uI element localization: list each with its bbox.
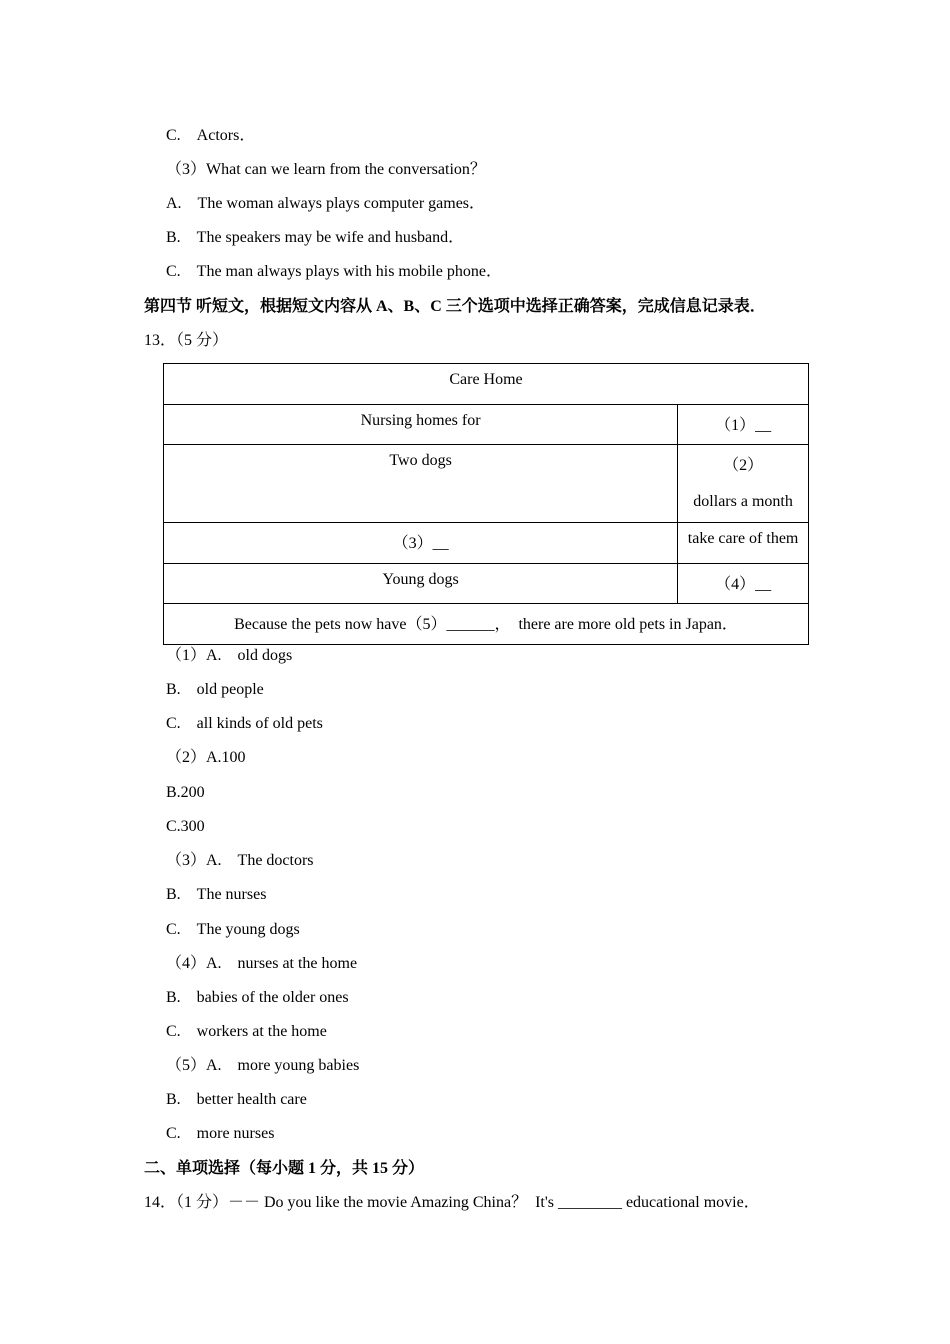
part2-heading: 二、单项选择（每小题 1 分，共 15 分） — [144, 1160, 425, 1177]
q13-opt-5b: B. better health care — [166, 1091, 307, 1108]
table-cell-blank-2-label: （2） — [723, 457, 764, 474]
table-cell-blank-2 — [678, 445, 809, 523]
q13-opt-1c: C. all kinds of old pets — [166, 715, 323, 732]
table-cell-young-dogs: Young dogs — [164, 564, 678, 604]
q12-sub3-option-a: A. The woman always plays computer games． — [166, 195, 486, 212]
q13-opt-2c: C.300 — [166, 818, 205, 835]
q13-opt-2b: B.200 — [166, 784, 205, 801]
q13-opt-2a: （2）A.100 — [166, 749, 246, 766]
q13-opt-5a: （5）A. more young babies — [166, 1057, 360, 1074]
q13-opt-4c: C. workers at the home — [166, 1023, 327, 1040]
table-cell-blank-1: （1）__ — [678, 405, 809, 445]
q13-opt-3b: B. The nurses — [166, 886, 267, 903]
q13-opt-1b: B. old people — [166, 681, 264, 698]
q14-question: 14．（1 分）－－ Do you like the movie Amazing China？ It's ________ educational movie． — [144, 1194, 760, 1211]
table-cell-two-dogs: Two dogs — [164, 445, 678, 523]
q13-opt-3a: （3）A. The doctors — [166, 852, 314, 869]
q12-sub3-option-b: B. The speakers may be wife and husband． — [166, 229, 465, 246]
care-home-table — [163, 363, 809, 645]
q13-opt-5c: C. more nurses — [166, 1125, 275, 1142]
table-title: Care Home — [164, 364, 809, 405]
q13-label: 13．（5 分） — [144, 332, 229, 349]
table-cell-blank-3: （3）__ — [164, 523, 678, 564]
section4-heading: 第四节 听短文，根据短文内容从 A、B、C 三个选项中选择正确答案，完成信息记录表． — [144, 298, 766, 315]
table-cell-blank-4: （4）__ — [678, 564, 809, 604]
q13-opt-4a: （4）A. nurses at the home — [166, 955, 358, 972]
q12-sub3-question: （3）What can we learn from the conversation？ — [166, 161, 486, 178]
q13-opt-1a: （1）A. old dogs — [166, 647, 293, 664]
table-footer-sentence: Because the pets now have（5）______， there are more old pets in Japan． — [164, 604, 809, 645]
table-cell-nursing-homes-for: Nursing homes for — [164, 405, 678, 445]
table-cell-take-care: take care of them — [678, 523, 809, 564]
q12-sub3-option-c: C. The man always plays with his mobile phone． — [166, 263, 502, 280]
q13-opt-4b: B. babies of the older ones — [166, 989, 349, 1006]
q13-opt-3c: C. The young dogs — [166, 921, 300, 938]
table-cell-dollars-a-month: dollars a month — [693, 493, 793, 510]
q12-option-c-actors: C. Actors． — [166, 127, 256, 144]
